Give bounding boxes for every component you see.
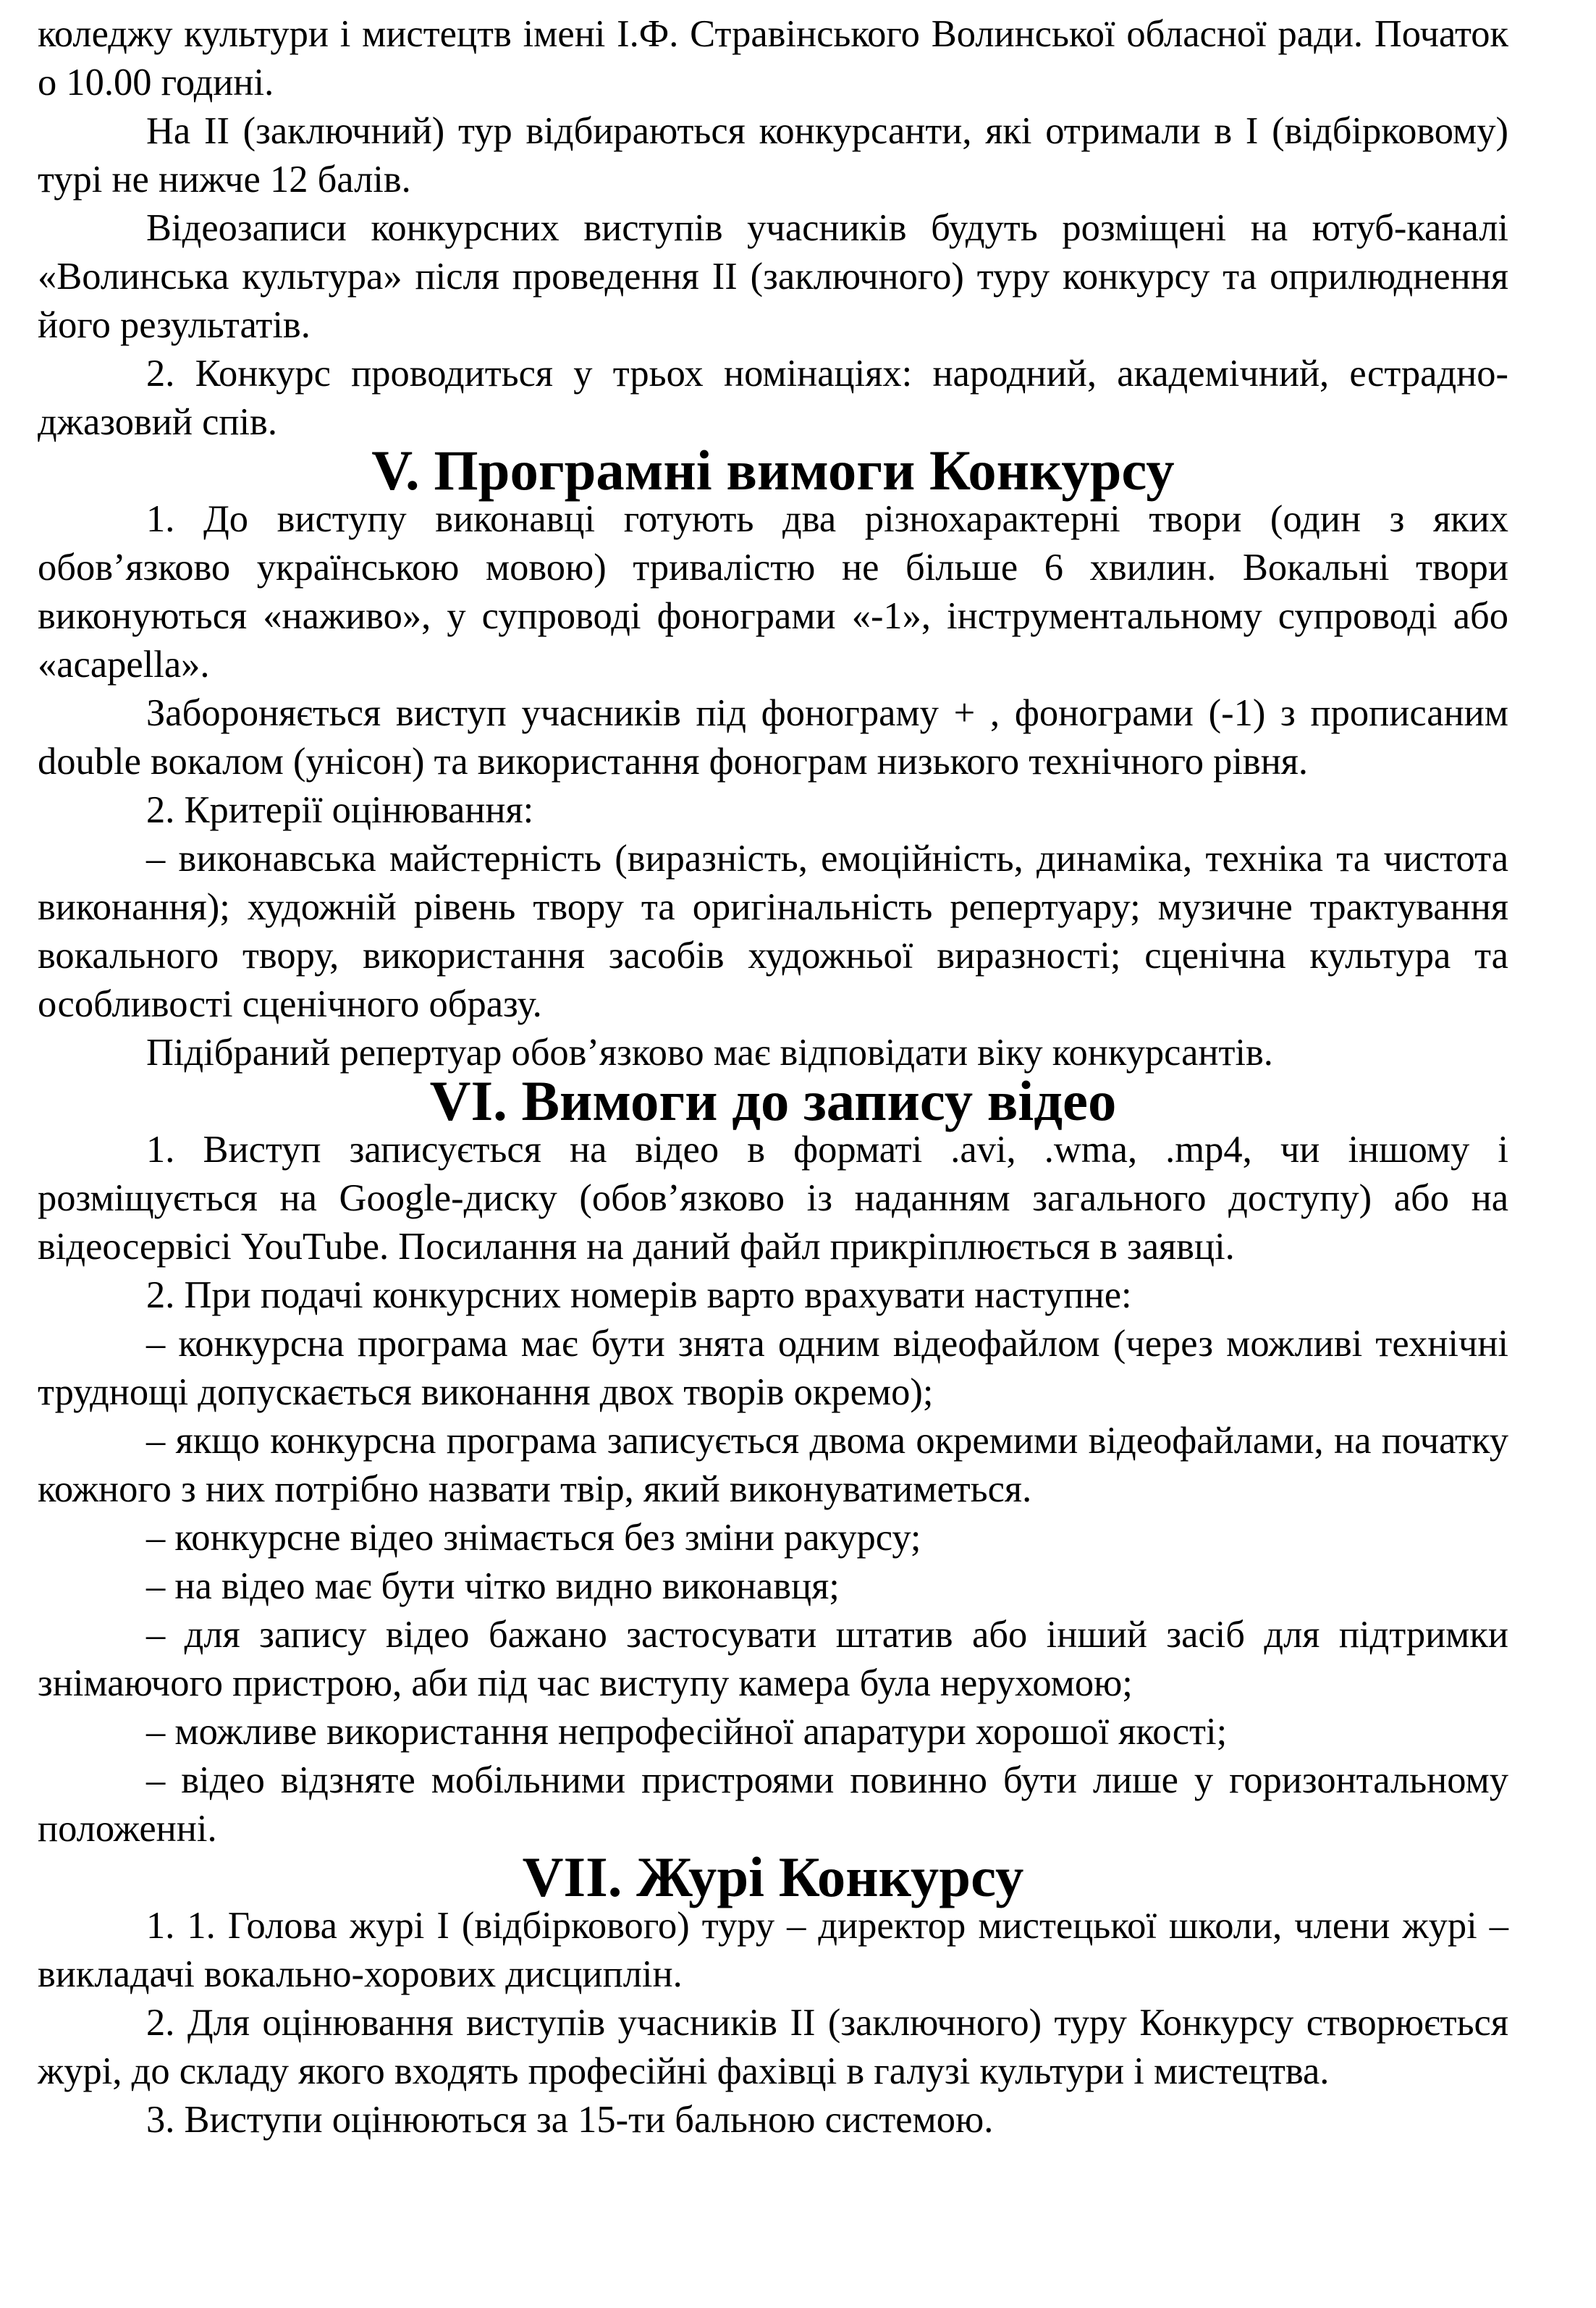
section-heading-5: V. Програмні вимоги Конкурсу (371, 439, 1175, 502)
paragraph: 2. При подачі конкурсних номерів варто врахувати наступне: (146, 1274, 1132, 1316)
paragraph: 1. 1. Голова журі І (відбіркового) туру – директор мистецької школи, члени журі – викладачі вокально-хорових дисциплін. (38, 1905, 1508, 1995)
list-item: – на відео має бути чітко видно виконавця; (146, 1565, 840, 1607)
section-heading-6: VI. Вимоги до запису відео (429, 1070, 1117, 1133)
list-item: – конкурсна програма має бути знята одним відеофайлом (через можливі технічні труднощі допускається виконання двох творів окремо); (38, 1323, 1508, 1413)
paragraph: 2. Для оцінювання виступів учасників ІІ (заключного) туру Конкурсу створюється журі, до складу якого входять професійні фахівці в галузі культури і мистецтва. (38, 2002, 1508, 2092)
document-page (38, 10, 1508, 2144)
paragraph: 1. Виступ записується на відео в форматі .avi, .wma, .mp4, чи іншому і розміщується на Google-диску (обов’язково із наданням загального доступу) або на відеосервісі YouTube. Посилання на даний файл прикріплюється в заявці. (38, 1129, 1508, 1268)
paragraph: На ІІ (заключний) тур відбираються конкурсанти, які отримали в І (відбірковому) турі не нижче 12 балів. (38, 110, 1508, 201)
list-item: – якщо конкурсна програма записується двома окремими відеофайлами, на початку кожного з них потрібно назвати твір, який виконуватиметься. (38, 1420, 1508, 1510)
paragraph: Відеозаписи конкурсних виступів учасників будуть розміщені на ютуб-каналі «Волинська культура» після проведення ІІ (заключного) туру конкурсу та оприлюднення його результатів. (38, 207, 1508, 346)
paragraph: Підібраний репертуар обов’язково має відповідати віку конкурсантів. (146, 1032, 1273, 1074)
paragraph: – виконавська майстерність (виразність, емоційність, динаміка, техніка та чистота виконання); художній рівень твору та оригінальність репертуару; музичне трактування вокального твору, використання засобів художньої виразності; сценічна культура та особливості сценічного образу. (38, 838, 1508, 1025)
paragraph: 2. Конкурс проводиться у трьох номінаціях: народний, академічний, естрадно-джазовий спів. (38, 353, 1508, 443)
list-item: – для запису відео бажано застосувати штатив або інший засіб для підтримки знімаючого пристрою, аби під час виступу камера була нерухомою; (38, 1614, 1508, 1704)
paragraph: 1. До виступу виконавці готують два різнохарактерні твори (один з яких обов’язково українською мовою) тривалістю не більше 6 хвилин. Вокальні твори виконуються «наживо», у супроводі фонограми «-1», інструментальному супроводі або «acapella». (38, 498, 1508, 686)
section-heading-7: VII. Журі Конкурсу (522, 1846, 1024, 1909)
list-item: – конкурсне відео знімається без зміни ракурсу; (146, 1517, 921, 1559)
paragraph: Забороняється виступ учасників під фонограму + , фонограми (-1) з прописаним double вокалом (унісон) та використання фонограм низького технічного рівня. (38, 692, 1508, 783)
paragraph: 2. Критерії оцінювання: (146, 789, 534, 831)
list-item: – можливе використання непрофесійної апаратури хорошої якості; (146, 1711, 1228, 1753)
paragraph: 3. Виступи оцінюються за 15-ти бальною системою. (146, 2099, 994, 2141)
paragraph: коледжу культури і мистецтв імені І.Ф. Стравінського Волинської обласної ради. Початок о 10.00 годині. (38, 13, 1508, 104)
list-item: – відео відзняте мобільними пристроями повинно бути лише у горизонтальному положенні. (38, 1759, 1508, 1850)
